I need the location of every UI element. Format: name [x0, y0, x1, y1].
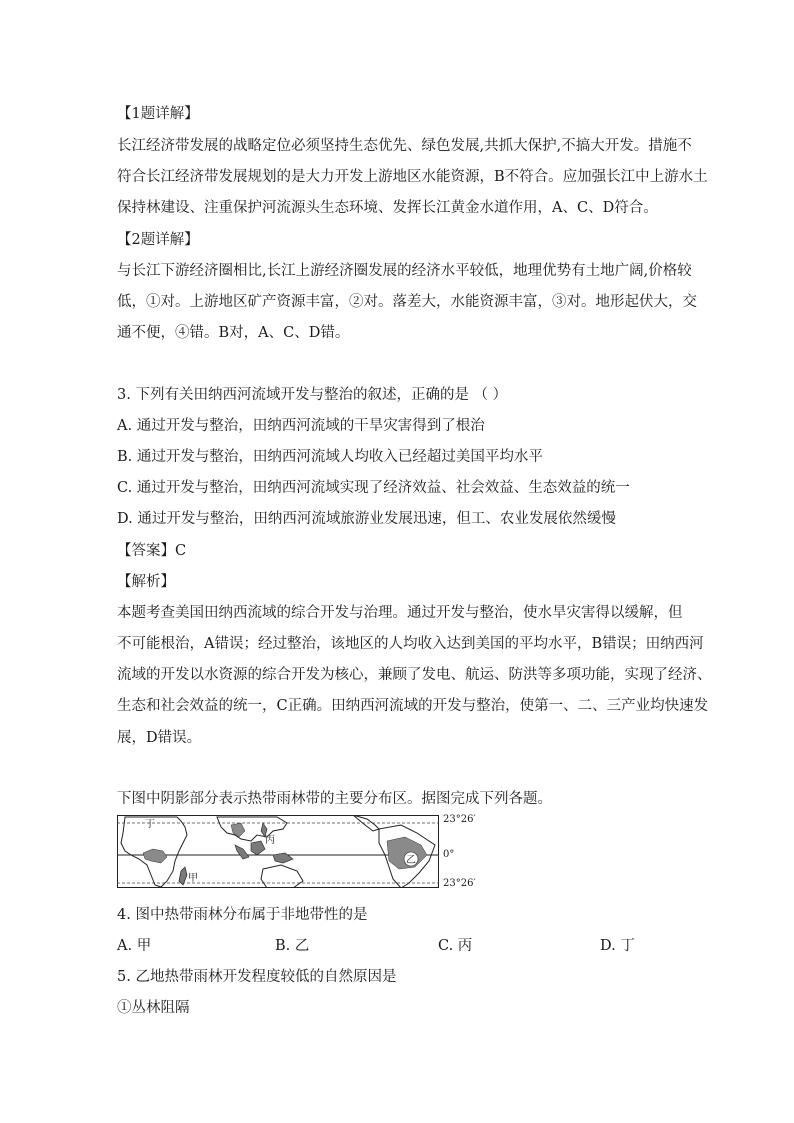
section1-line-1: 长江经济带发展的战略定位必须坚持生态优先、绿色发展,共抓大保护,不搞大开发。措施不 [117, 138, 692, 154]
section1-line-2: 符合长江经济带发展规划的是大力开发上游地区水能资源，B不符合。应加强长江中上游水土 [117, 169, 708, 185]
section2-line-2: 低，①对。上游地区矿产资源丰富，②对。落差大，水能资源丰富，③对。地形起伏大，交 [117, 294, 697, 310]
question3-answer: 【答案】C [117, 543, 187, 559]
question3-analysis-heading: 【解析】 [117, 574, 175, 590]
label-bing: 丙 [265, 835, 275, 846]
label-ding: 丁 [145, 819, 155, 830]
asia-outline [217, 817, 287, 841]
australia-outline [261, 865, 303, 888]
section2-heading: 【2题详解】 [117, 232, 199, 248]
latitude-label-bottom: 23°26′ [443, 878, 476, 889]
section2-line-1: 与长江下游经济圈相比,长江上游经济圈发展的经济水平较低，地理优势有土地广阔,价格较 [117, 263, 692, 279]
question3-analysis-line-1: 本题考查美国田纳西流域的综合开发与治理。通过开发与整治，使水旱灾害得以缓解，但 [117, 605, 683, 621]
question3-analysis-line-3: 流域的开发以水资源的综合开发为核心，兼顾了发电、航运、防洪等多项功能，实现了经济、 [117, 667, 712, 683]
africa-rainforest [143, 849, 167, 863]
question4-option-c: C. 丙 [438, 938, 473, 954]
sumatra-island [235, 845, 249, 859]
question5-item-1: ①丛林阻隔 [117, 1000, 190, 1016]
label-yi: 乙 [406, 855, 416, 866]
latitude-label-equator: 0° [443, 849, 455, 860]
central-america-outline [353, 815, 379, 831]
question3-option-c: C. 通过开发与整治，田纳西河流域实现了经济效益、社会效益、生态效益的统一 [117, 480, 630, 496]
question3-option-a: A. 通过开发与整治，田纳西河流域的干旱灾害得到了根治 [117, 418, 485, 434]
section1-line-3: 保持林建设、注重保护河流源头生态环境、发挥长江黄金水道作用，A、C、D符合。 [117, 200, 658, 216]
map-intro: 下图中阴影部分表示热带雨林带的主要分布区。据图完成下列各题。 [117, 791, 552, 807]
tropical-rainforest-map [117, 815, 439, 888]
question4-option-b: B. 乙 [275, 938, 310, 954]
question3-stem: 3. 下列有关田纳西河流域开发与整治的叙述，正确的是 （ ） [117, 387, 508, 403]
question3-option-d: D. 通过开发与整治，田纳西河流域旅游业发展迅速，但工、农业发展依然缓慢 [117, 511, 616, 527]
question4-stem: 4. 图中热带雨林分布属于非地带性的是 [117, 907, 368, 923]
question3-analysis-line-4: 生态和社会效益的统一，C正确。田纳西河流域的开发与整治，使第一、二、三产业均快速发 [117, 698, 709, 714]
question3-option-b: B. 通过开发与整治，田纳西河流域人均收入已经超过美国平均水平 [117, 449, 543, 465]
question5-stem: 5. 乙地热带雨林开发程度较低的自然原因是 [117, 969, 397, 985]
section1-heading: 【1题详解】 [117, 106, 199, 122]
question4-option-a: A. 甲 [117, 938, 152, 954]
question3-analysis-line-5: 展，D错误。 [117, 730, 202, 746]
section2-line-3: 通不便，④错。B对，A、C、D错。 [117, 325, 350, 341]
label-jia: 甲 [188, 873, 198, 884]
new-guinea-island [273, 853, 293, 863]
question3-analysis-line-2: 不可能根治，A错误；经过整治，该地区的人均收入达到美国的平均水平，B错误；田纳西河 [117, 636, 704, 652]
borneo-island [251, 841, 265, 855]
madagascar-outline [179, 867, 187, 885]
latitude-label-top: 23°26′ [443, 814, 476, 825]
question4-option-d: D. 丁 [600, 938, 635, 954]
